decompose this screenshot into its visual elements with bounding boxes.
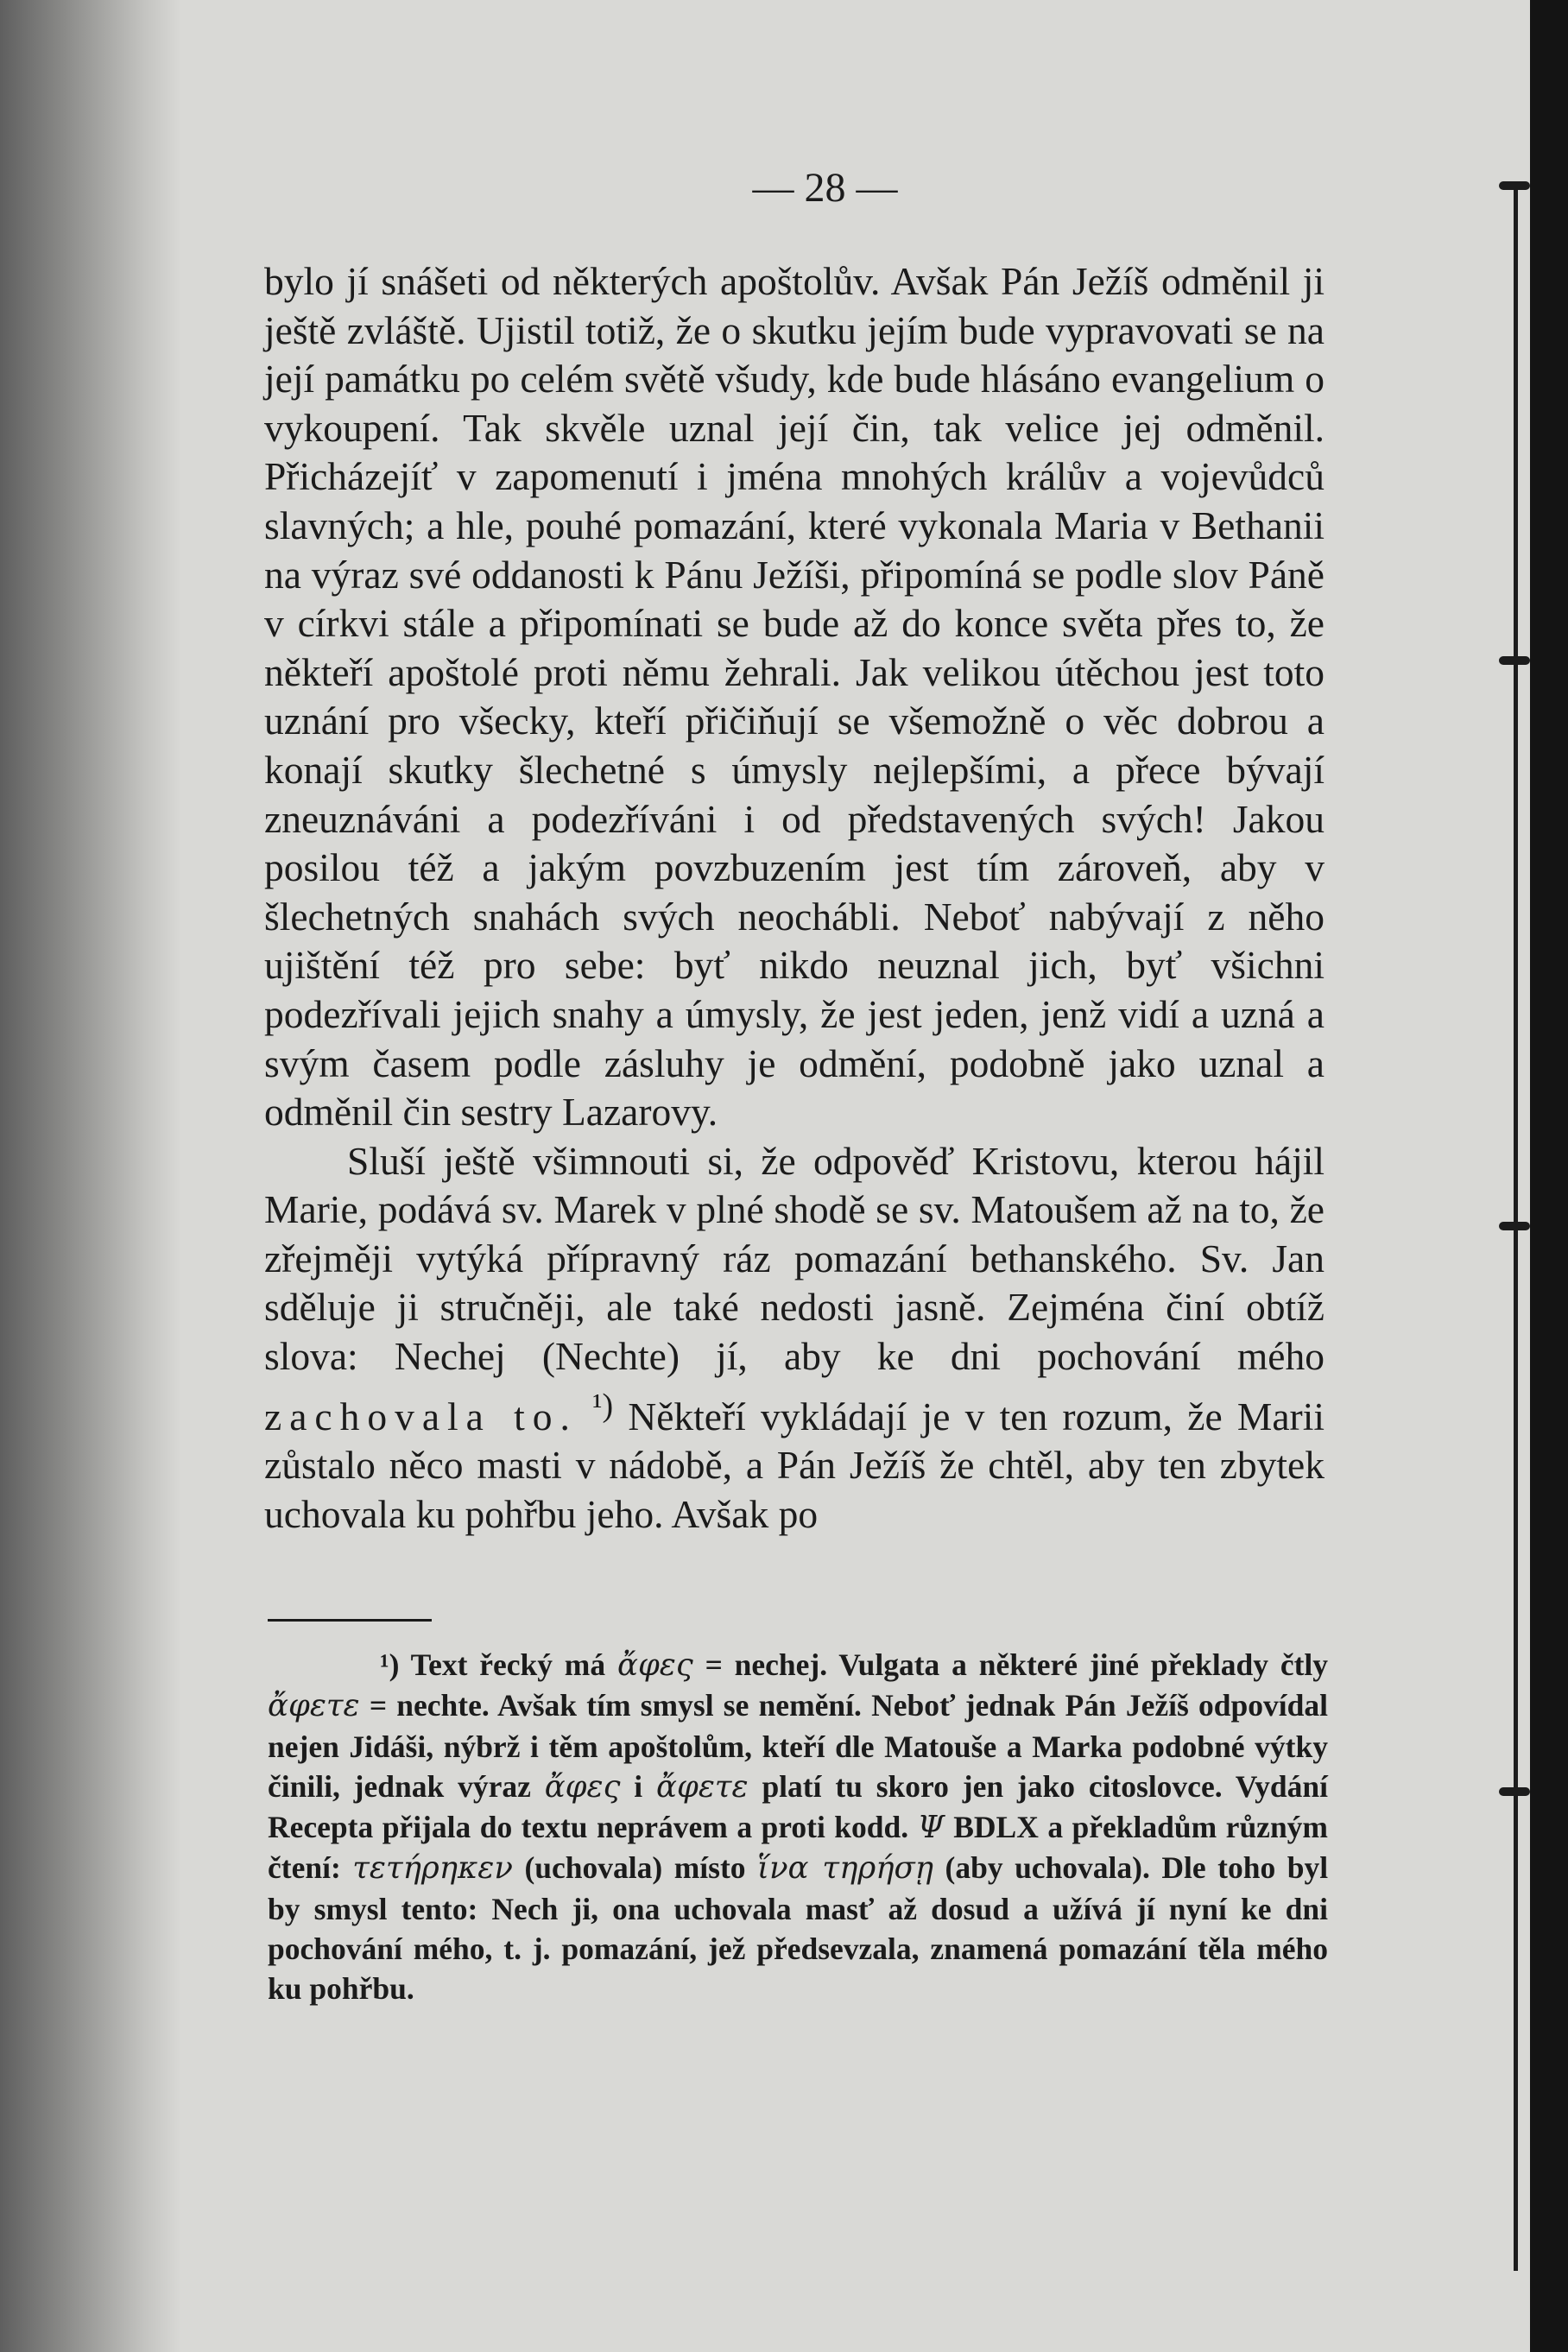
footnote-section xyxy=(268,1645,1328,2009)
page-number: — 28 — xyxy=(752,165,898,211)
footnote-text: BDLX a překladům různým čtení: xyxy=(268,1810,1329,1886)
greek-word: ἵνα τηρήσῃ xyxy=(757,1850,933,1887)
greek-word: ἄφετε xyxy=(268,1688,360,1724)
footnote-text: ¹) Text řecký má xyxy=(380,1647,606,1682)
footnote-mark: ¹) xyxy=(592,1387,614,1424)
binding-tick xyxy=(1499,656,1530,665)
greek-word: τετήρηκεν xyxy=(352,1850,513,1887)
paragraph-1: bylo jí snášeti od některých apoštolův. Avšak Pán Ježíš odměnil ji ještě zvláště. Ujistil totiž, že o skutku jejím bude vypravovati se na její památku po celém světě všudy, kde bude hlásáno evangelium o vykoupení. Tak skvěle uznal její čin, tak velice jej odměnil. Přicházejíť v zapomenutí i jména mnohých králův a vojevůdců slavných; a hle, pouhé pomazání, které vykonala Maria v Bethanii na výraz své oddanosti k Pánu Ježíši, připomíná se podle slov Páně v církvi stále a připomínati se bude až do konce světa přes to, že někteří apoštolé proti němu žehrali. Jak velikou útěchou jest toto uznání pro všecky, kteří přičiňují se všemožně o věc dobrou a konají skutky šlechetné s úmysly nejlepšími, a přece bývají zneuznáváni a podezříváni i od představených svých! Jakou posilou též a jakým povzbuzením jest tím zároveň, aby v šlechetných snahách svých neochábli. Neboť nabývají z něho ujištění též pro sebe: byť nikdo neuznal jich, byť všichni podezřívali jejich snahy a úmysly, že jest jeden, jenž vidí a uzná a svým časem podle zásluhy je odmění, podobně jako uznal a odměnil čin sestry Lazarovy. xyxy=(264,259,1325,1135)
paragraph-2 xyxy=(264,1137,1325,1540)
greek-word: ἄφετε xyxy=(656,1768,749,1805)
page-shadow-edge xyxy=(0,0,181,2352)
binding-tick xyxy=(1499,1787,1530,1796)
main-text xyxy=(264,257,1325,1540)
footnote-text: = nechte. Avšak tím smysl se nemění. Neboť jednak Pán Ježíš odpovídal nejen Jidáši, nýbrž i těm apoštolům, kteří dle Matouše a Marka podobné výtky činili, jednak výraz xyxy=(268,1688,1329,1804)
scan-border xyxy=(1530,0,1568,2352)
footnote-text: i xyxy=(634,1768,643,1804)
footnote-text: (aby uchovala). Dle toho byl by smysl tento: Nech ji, ona uchovala masť až dosud a užívá jí nyní ke dni pochování mého, t. j. pomazání, jež předsevzala, znamená pomazání těla mého ku pohřbu. xyxy=(268,1850,1329,2007)
greek-word: ἄφες xyxy=(616,1647,693,1683)
greek-word: ἄφες xyxy=(544,1768,621,1805)
footnote-divider xyxy=(268,1619,432,1622)
paragraph-2-end: Někteří vykládají je v ten rozum, že Marii zůstalo něco masti v nádobě, a Pán Ježíš že chtěl, aby ten zbytek uchovala ku pohřbu jeho. Avšak po xyxy=(264,1394,1325,1536)
footnote-text: (uchovala) místo xyxy=(524,1850,746,1886)
binding-tick xyxy=(1499,1222,1530,1230)
emphasized-phrase: zachovala to. xyxy=(264,1394,578,1438)
footnote-1 xyxy=(268,1645,1328,2009)
footnote-text: = nechej. Vulgata a některé jiné překlady čtly xyxy=(705,1647,1329,1682)
paragraph-2-start: Sluší ještě všimnouti si, že odpověď Kristovu, kterou hájil Marie, podává sv. Marek v plné shodě se sv. Matoušem až na to, že zřejměji vytýká přípravný ráz pomazání bethanského. Sv. Jan sděluje ji stručněji, ale také nedosti jasně. Zejména činí obtíž slova: Nechej (Nechte) jí, aby ke dni pochování mého xyxy=(264,1138,1325,1379)
greek-word: Ψ xyxy=(917,1810,945,1846)
footnote-text: platí tu skoro jen jako citoslovce. Vydání Recepta přijala do textu neprávem a proti kodd. xyxy=(268,1768,1329,1845)
